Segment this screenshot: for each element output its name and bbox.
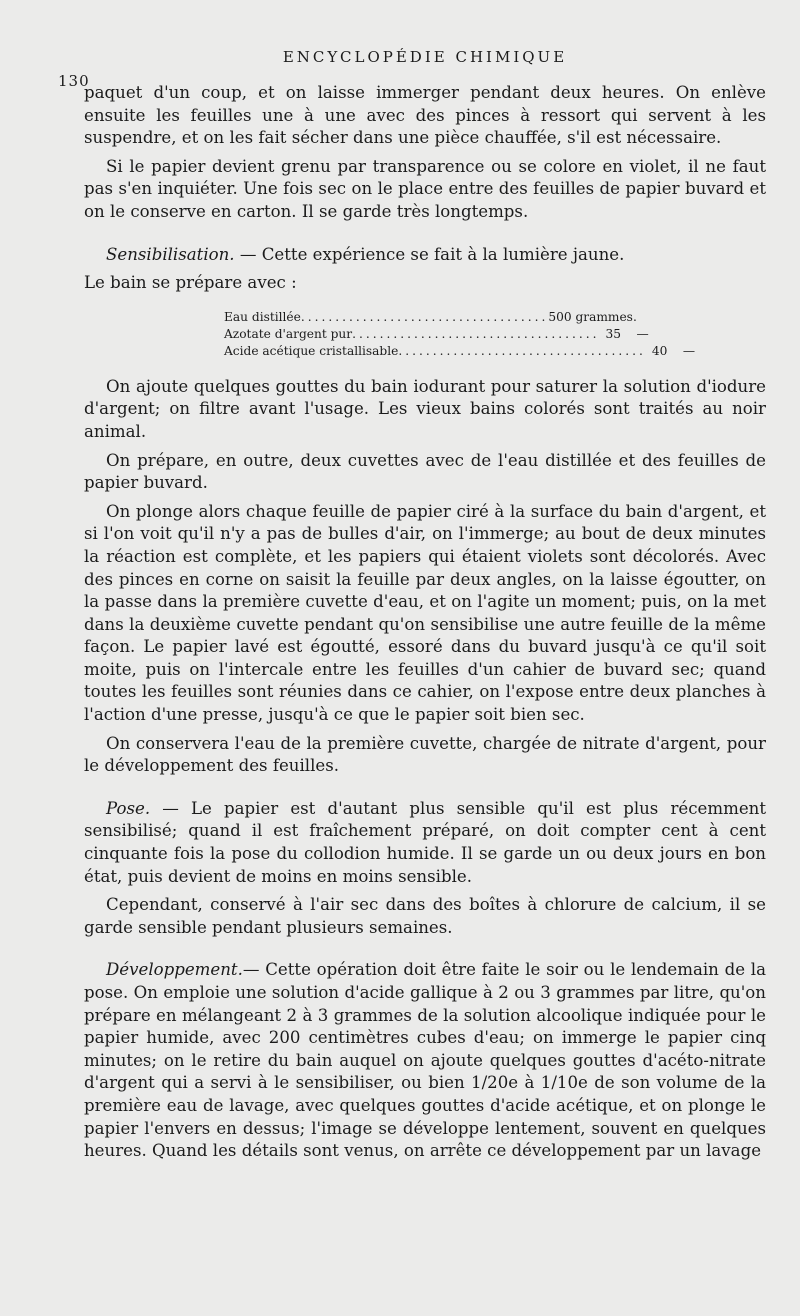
pose-paragraph-2: Cependant, conservé à l'air sec dans des boîtes à chlorure de calcium, il se garde sensible pendant plusieurs semaines.	[84, 895, 766, 937]
sensibilisation-heading-paragraph	[84, 244, 766, 267]
sensibilisation-paragraph-4: On conservera l'eau de la première cuvette, chargée de nitrate d'argent, pour le développement des feuilles.	[84, 733, 766, 776]
pose-text: — Le papier est d'autant plus sensible qu'il est plus récemment sensibilisé; quand il est fraîchement préparé, on doit compter cent à cent cinquante fois la pose du collodion humide. Il se garde un ou deux jours en bon état, puis devient de moins en moins sensible.	[84, 798, 766, 886]
sensibilisation-intro: — Cette expérience se fait à la lumière jaune.	[234, 244, 625, 264]
running-head: ENCYCLOPÉDIE CHIMIQUE	[282, 48, 568, 66]
leader-dots: ....................................	[352, 326, 600, 341]
sensibilisation-title: Sensibilisation.	[106, 244, 235, 264]
developpement-text: — Cette opération doit être faite le soir ou le lendemain de la pose. On emploie une solution d'acide gallique à 2 ou 3 grammes par litre, qu'on prépare en mélangeant 2 à 3 grammes de la solution alcoolique indiquée pour le papier humide, avec 200 centimètres cubes d'eau; on immerge le papier cinq minutes; on le retire du bain auquel on ajoute quelques gouttes d'acéto-nitrate d'argent qui a servi à le sensibiliser, ou bien 1/20e à 1/10e de son volume de la première eau de lavage, avec quelques gouttes d'acide acétique, et on plonge le papier l'envers en dessus; l'image se développe lentement, souvent en quelques heures. Quand les détails sont venus, on arrête ce développement par un lavage	[84, 960, 766, 1161]
recipe-quantity: 40 —	[651, 343, 696, 358]
leader-dots: ....................................	[398, 343, 646, 358]
recipe-quantity: 35 —	[605, 326, 649, 341]
recipe-row	[224, 343, 696, 360]
pose-title: Pose.	[106, 798, 151, 818]
section-developpement	[84, 959, 766, 1162]
pose-paragraph-1	[84, 798, 766, 888]
recipe-ingredient: Eau distillée	[224, 309, 301, 324]
recipe-quantity: 500 grammes.	[548, 309, 637, 324]
sensibilisation-paragraph-2: On prépare, en outre, deux cuvettes avec de l'eau distillée et des feuilles de papier buvard.	[84, 450, 766, 493]
developpement-title: Développement.	[106, 960, 243, 980]
leader-dots: ....................................	[300, 309, 549, 324]
paragraph-top-1: paquet d'un coup, et on laisse immerger pendant deux heures. On enlève ensuite les feuilles une à une avec des pinces à ressort qui servent à les suspendre, et on les fait sécher dans une pièce chauffée, s'il est nécessaire.	[84, 83, 766, 148]
section-sensibilisation	[84, 244, 766, 778]
recipe-ingredient: Azotate d'argent pur	[224, 326, 353, 341]
page-number: 130	[58, 72, 90, 90]
recipe-row	[224, 309, 644, 326]
bath-intro: Le bain se prépare avec :	[84, 273, 297, 293]
recipe-table	[224, 309, 696, 360]
recipe-row	[224, 326, 649, 343]
recipe-ingredient: Acide acétique cristallisable	[224, 343, 399, 358]
sensibilisation-paragraph-1: On ajoute quelques gouttes du bain iodurant pour saturer la solution d'iodure d'argent; on filtre avant l'usage. Les vieux bains colorés sont traités au noir animal.	[84, 376, 766, 441]
developpement-paragraph	[84, 959, 766, 1162]
paragraph-top-2: Si le papier devient grenu par transparence ou se colore en violet, il ne faut pas s'en inquiéter. Une fois sec on le place entre des feuilles de papier buvard et on le conserve en carton. Il se garde très longtemps.	[84, 156, 766, 221]
section-pose	[84, 798, 766, 940]
sensibilisation-paragraph-3: On plonge alors chaque feuille de papier ciré à la surface du bain d'argent, et si l'on voit qu'il n'y a pas de bulles d'air, on l'immerge; au bout de deux minutes la réaction est complète, et les papiers qui étaient violets sont décolorés. Avec des pinces en corne on saisit la feuille par deux angles, on la laisse égoutter, on la passe dans la première cuvette d'eau, et on l'agite un moment; puis, on la met dans la deuxième cuvette pendant qu'on sensibilise une autre feuille de la même façon. Le papier lavé est égoutté, essoré dans du buvard jusqu'à ce qu'il soit moite, puis on l'intercale entre les feuilles d'un cahier de buvard sec; quand toutes les feuilles sont réunies dans ce cahier, on l'expose entre deux planches à l'action d'une presse, jusqu'à ce que le papier soit bien sec.	[84, 501, 766, 725]
